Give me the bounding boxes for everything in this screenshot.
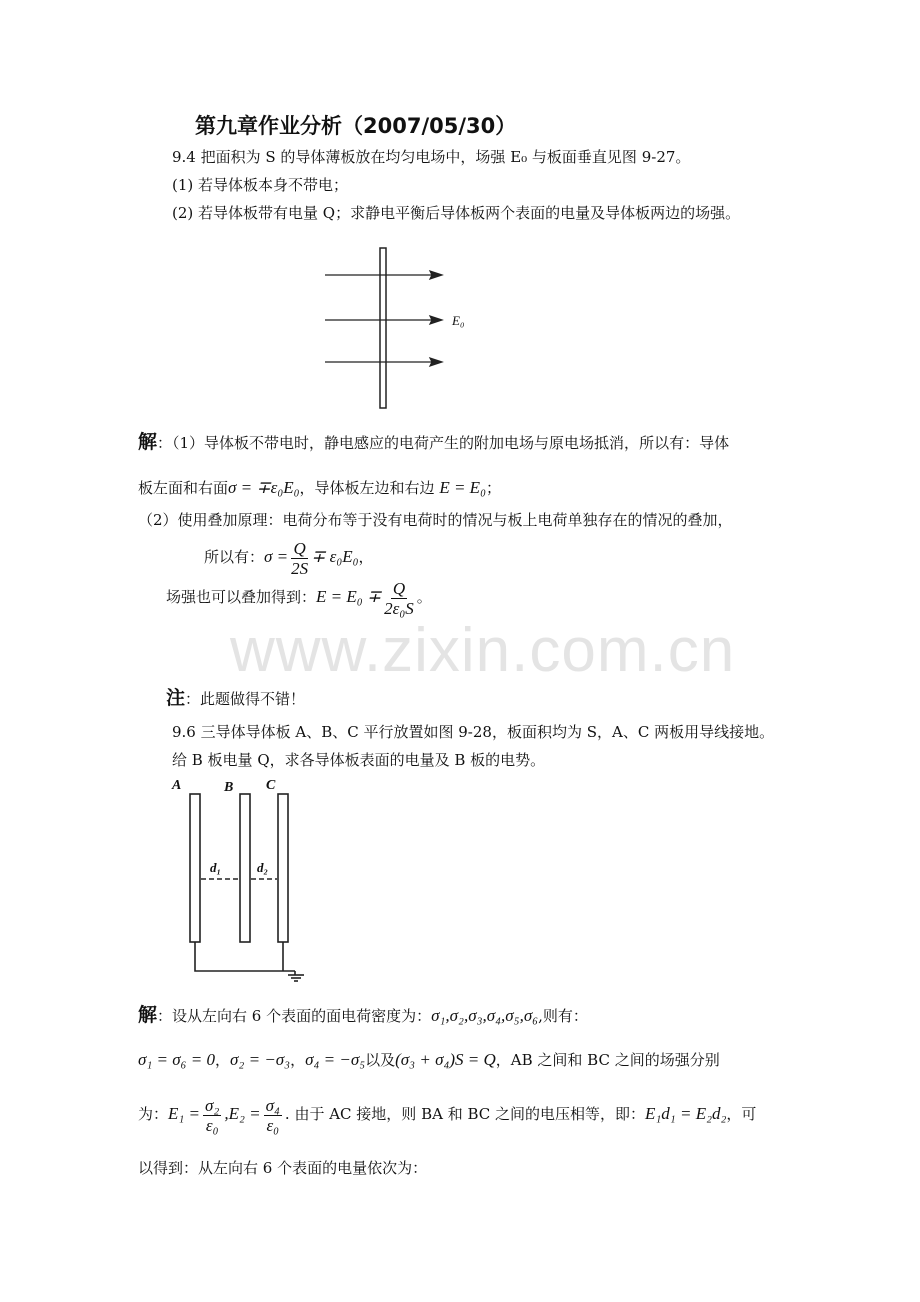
denominator: 2S bbox=[291, 558, 309, 578]
formula: σ = ∓ε₀E₀ bbox=[228, 478, 300, 497]
text: 以及 bbox=[365, 1051, 396, 1069]
formula: σ₂ = −σ₃ bbox=[230, 1050, 291, 1069]
text: ，导体板左边和右边 bbox=[299, 479, 435, 497]
numerator: σ₂ bbox=[205, 1095, 220, 1115]
text: ， bbox=[215, 1051, 231, 1069]
solution-9-4-line3: （2）使用叠加原理：电荷分布等于没有电荷时的情况与板上电荷单独存在的情况的叠加， bbox=[138, 511, 733, 529]
text: ，可 bbox=[726, 1105, 757, 1123]
text: ,则有： bbox=[538, 1007, 588, 1025]
denominator: ε₀ bbox=[266, 1115, 280, 1135]
formula: σ₁,σ₂,σ₃,σ₄,σ₅,σ₆ bbox=[431, 1006, 539, 1025]
formula: ∓ ε₀E₀ bbox=[311, 547, 359, 566]
plate-a bbox=[190, 794, 200, 942]
text: . 由于 AC 接地，则 BA 和 BC 之间的电压相等，即： bbox=[284, 1105, 646, 1123]
text: ； bbox=[485, 479, 501, 497]
numerator: Q bbox=[293, 538, 306, 558]
problem-9-4-q2: (2) 若导体板带有电量 Q；求静电平衡后导体板两个表面的电量及导体板两边的场强。 bbox=[172, 204, 741, 222]
solution-9-4-line2 bbox=[138, 478, 501, 498]
fraction bbox=[291, 539, 308, 578]
plate-b bbox=[240, 794, 250, 942]
text: 。 bbox=[416, 588, 432, 606]
field-label-e0: E₀ bbox=[452, 313, 465, 328]
note-text: ：此题做得不错！ bbox=[185, 690, 306, 708]
text: 板左面和右面 bbox=[138, 479, 229, 497]
text: 所以有： bbox=[204, 548, 265, 566]
solution-9-4-line1 bbox=[138, 432, 729, 453]
formula: E = E₀ ∓ bbox=[316, 587, 382, 606]
fraction bbox=[384, 579, 414, 618]
formula: σ = bbox=[264, 547, 289, 566]
text: ， bbox=[290, 1051, 306, 1069]
page-title: 第九章作业分析（2007/05/30） bbox=[195, 114, 517, 138]
formula: E = E₀ bbox=[439, 478, 486, 497]
text: 为： bbox=[138, 1105, 169, 1123]
formula: σ₄ = −σ₅ bbox=[305, 1050, 366, 1069]
formula: σ₁ = σ₆ = 0 bbox=[138, 1050, 216, 1069]
problem-9-6-line2: 给 B 板电量 Q，求各导体板表面的电量及 B 板的电势。 bbox=[172, 751, 546, 769]
numerator: Q bbox=[392, 578, 406, 598]
watermark: www.zixin.com.cn bbox=[230, 616, 736, 685]
note-label: 注 bbox=[166, 687, 186, 709]
denominator: 2ε₀S bbox=[384, 598, 414, 618]
ground-icon bbox=[288, 971, 304, 981]
text: 场强也可以叠加得到： bbox=[166, 588, 317, 606]
text: ：（1）导体板不带电时，静电感应的电荷产生的附加电场与原电场抵消，所以有：导体 bbox=[157, 434, 730, 452]
label-b: B bbox=[224, 780, 234, 795]
solution-label: 解 bbox=[138, 1004, 158, 1026]
problem-9-4-q1: (1) 若导体板本身不带电； bbox=[172, 176, 349, 194]
label-d2: d₂ bbox=[257, 860, 269, 875]
solution-9-6-line4: 以得到：从左向右 6 个表面的电量依次为： bbox=[138, 1159, 428, 1177]
fraction bbox=[203, 1096, 221, 1135]
solution-9-4-line5 bbox=[166, 578, 432, 618]
solution-9-4-line4 bbox=[204, 538, 374, 578]
text: ：设从左向右 6 个表面的面电荷密度为： bbox=[157, 1007, 432, 1025]
ground-wire bbox=[195, 942, 295, 971]
text: ，AB 之间和 BC 之间的场强分别 bbox=[495, 1051, 720, 1069]
plate-c bbox=[278, 794, 288, 942]
note bbox=[166, 688, 305, 709]
formula: (σ₃ + σ₄)S = Q bbox=[395, 1050, 496, 1069]
formula: E₁d₁ = E₂d₂ bbox=[645, 1104, 727, 1123]
denominator: ε₀ bbox=[205, 1115, 219, 1135]
label-a: A bbox=[172, 778, 182, 793]
conductor-plate bbox=[380, 248, 386, 408]
field-arrows bbox=[325, 271, 442, 366]
label-d1: d₁ bbox=[210, 860, 222, 875]
formula: ,E₂ = bbox=[224, 1104, 261, 1123]
solution-9-6-line3 bbox=[138, 1094, 756, 1135]
solution-9-6-line1 bbox=[138, 1005, 588, 1026]
problem-9-6-line1: 9.6 三导体导体板 A、B、C 平行放置如图 9-28，板面积均为 S，A、C 两板用导线接地。 bbox=[172, 723, 775, 741]
solution-label: 解 bbox=[138, 431, 158, 453]
problem-9-4-statement: 9.4 把面积为 S 的导体薄板放在均匀电场中，场强 E₀ 与板面垂直见图 9-27。 bbox=[172, 148, 691, 166]
numerator: σ₄ bbox=[265, 1095, 280, 1115]
figure-9-28 bbox=[165, 779, 325, 984]
fraction bbox=[264, 1096, 282, 1135]
solution-9-6-line2 bbox=[138, 1050, 720, 1070]
label-c: C bbox=[266, 778, 276, 793]
text: ， bbox=[358, 548, 374, 566]
formula: E₁ = bbox=[168, 1104, 201, 1123]
